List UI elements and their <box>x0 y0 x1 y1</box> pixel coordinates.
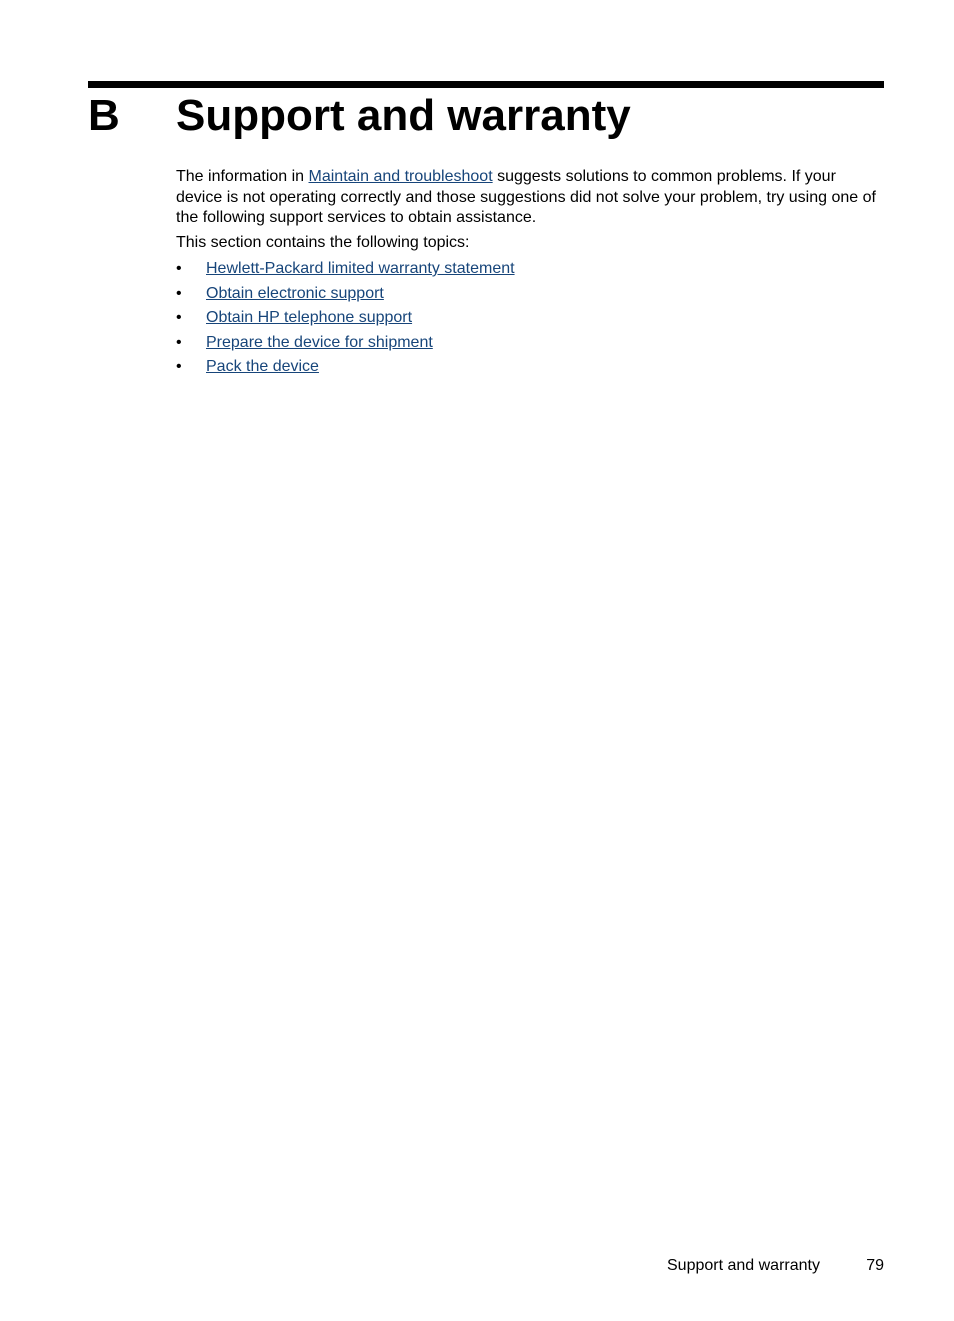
intro-text-end: suggests solutions to common problems. If your device is not operating correctly and those suggestions did not solve your problem, try using one of the following support services to obtain assistance. <box>176 168 876 226</box>
intro-paragraph <box>176 167 884 229</box>
topic-link-warranty[interactable]: Hewlett-Packard limited warranty statement <box>206 260 515 277</box>
topic-link-prepare-shipment[interactable]: Prepare the device for shipment <box>206 333 433 351</box>
footer-section-title: Support and warranty <box>667 1257 820 1274</box>
list-item <box>176 331 884 356</box>
topic-link-pack-device[interactable]: Pack the device <box>206 358 319 375</box>
maintain-troubleshoot-link[interactable]: Maintain and troubleshoot <box>308 168 493 185</box>
list-item <box>176 257 884 282</box>
list-item <box>176 282 884 307</box>
bullet-icon: • <box>176 358 182 375</box>
page-number: 79 <box>866 1257 884 1274</box>
topic-link-telephone-support[interactable]: Obtain HP telephone support <box>206 309 413 326</box>
bullet-icon: • <box>176 309 182 326</box>
list-item <box>176 306 884 331</box>
bullet-icon: • <box>176 260 182 277</box>
bullet-icon: • <box>176 284 182 302</box>
page-title: Support and warranty <box>176 91 631 140</box>
topics-list <box>176 257 884 380</box>
topics-intro: This section contains the following topics: <box>176 233 470 251</box>
bullet-icon: • <box>176 333 182 351</box>
intro-text-start: The information in <box>176 168 309 185</box>
chapter-body <box>176 167 884 380</box>
chapter-rule <box>88 81 884 88</box>
topic-link-electronic-support[interactable]: Obtain electronic support <box>206 284 384 302</box>
list-item <box>176 355 884 380</box>
chapter-letter: B <box>88 91 120 140</box>
